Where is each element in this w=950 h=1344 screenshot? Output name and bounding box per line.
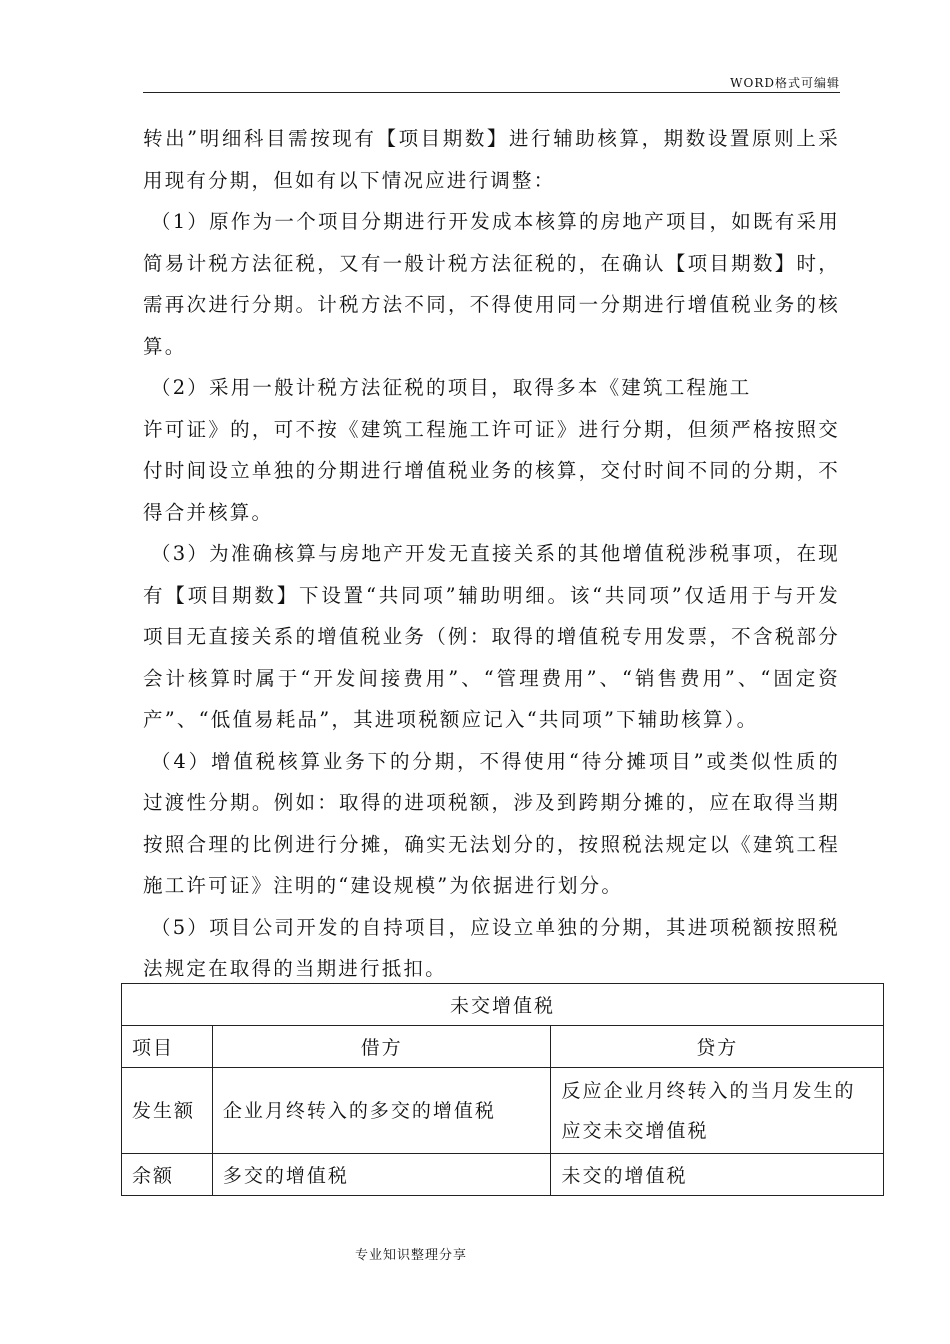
header-item: 项目 — [122, 1026, 213, 1068]
table-row — [122, 1068, 884, 1154]
page-footer: 专业知识整理分享 — [355, 1248, 468, 1263]
paragraph-intro: 转出”明细科目需按现有【项目期数】进行辅助核算，期数设置原则上采用现有分期，但如有以下情况应进行调整： — [143, 127, 840, 192]
cell-credit-amount: 反应企业月终转入的当月发生的应交未交增值税 — [551, 1068, 884, 1154]
paragraph-item-2-start: （2）采用一般计税方法征税的项目，取得多本《建筑工程施工 — [151, 376, 752, 399]
page-header — [143, 72, 840, 93]
paragraph-item-2-cont: 许可证》的，可不按《建筑工程施工许可证》进行分期，但须严格按照交付时间设立单独的分期进行增值税业务的核算，交付时间不同的分期，不得合并核算。 — [143, 417, 840, 524]
row-label-amount: 发生额 — [122, 1068, 213, 1154]
table-row — [122, 1154, 884, 1196]
table-header-row — [122, 1026, 884, 1068]
header-debit: 借方 — [212, 1026, 551, 1068]
row-label-balance: 余额 — [122, 1154, 213, 1196]
cell-debit-amount: 企业月终转入的多交的增值税 — [212, 1068, 551, 1154]
paragraph-item-3: （3）为准确核算与房地产开发无直接关系的其他增值税涉税事项，在现有【项目期数】下设置“共同项”辅助明细。该“共同项”仅适用于与开发项目无直接关系的增值税业务（例：取得的增值税专用发票，不含税部分会计核算时属于“开发间接费用”、“管理费用”、“销售费用”、“固定资产”、“低值易耗品”，其进项税额应记入“共同项”下辅助核算）。 — [143, 542, 840, 731]
vat-account-table — [121, 983, 884, 1196]
header-text: WORD格式可编辑 — [730, 76, 840, 90]
table-title: 未交增值税 — [122, 984, 884, 1026]
paragraph-item-4: （4）增值税核算业务下的分期，不得使用“待分摊项目”或类似性质的过渡性分期。例如：取得的进项税额，涉及到跨期分摊的，应在取得当期按照合理的比例进行分摊，确实无法划分的，按照税法规定以《建筑工程施工许可证》注明的“建设规模”为依据进行划分。 — [143, 749, 840, 897]
cell-credit-balance: 未交的增值税 — [551, 1154, 884, 1196]
cell-debit-balance: 多交的增值税 — [212, 1154, 551, 1196]
paragraph-item-1: （1）原作为一个项目分期进行开发成本核算的房地产项目，如既有采用简易计税方法征税，又有一般计税方法征税的，在确认【项目期数】时，需再次进行分期。计税方法不同，不得使用同一分期进行增值税业务的核算。 — [143, 210, 840, 358]
header-credit: 贷方 — [551, 1026, 884, 1068]
document-body — [143, 118, 840, 990]
paragraph-item-5: （5）项目公司开发的自持项目，应设立单独的分期，其进项税额按照税法规定在取得的当期进行抵扣。 — [143, 915, 840, 980]
